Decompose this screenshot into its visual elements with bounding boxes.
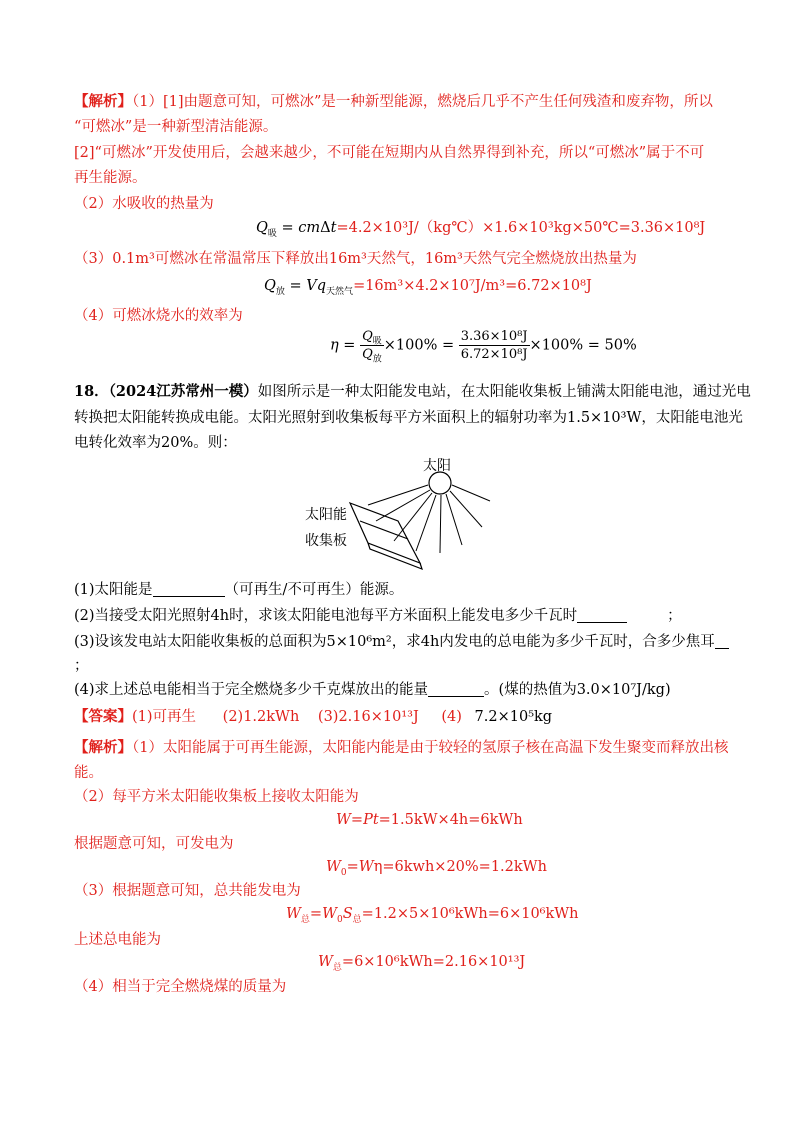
equation-total-electricity: $W_总=W_0S_总=1.2\times 5\times 10^6kWh=6\times 10^6kWh$ <box>286 906 579 925</box>
equation-energy: W=Pt=1.5kW×4h=6kWh <box>336 812 523 828</box>
analysis-line: （3）0.1m³可燃冰在常温常压下释放出16m³天然气，16m³天然气完全燃烧放出热量为 <box>74 251 637 267</box>
analysis-line: 【解析】（1）太阳能属于可再生能源，太阳能内能是由于较轻的氢原子核在高温下发生聚变而释放出核 <box>74 739 729 756</box>
analysis-line: 根据题意可知，可发电为 <box>74 836 234 852</box>
analysis-tag: 【解析】 <box>74 93 132 110</box>
question-part-3: (3)设该发电站太阳能收集板的总面积为5×10⁶m²，求4h内发电的总电能为多少千瓦时，合多少焦耳 <box>74 632 729 652</box>
analysis-line: “可燃冰”是一种新型清洁能源。 <box>74 119 278 135</box>
analysis-line: （2）水吸收的热量为 <box>74 196 214 212</box>
answer-blank[interactable] <box>428 682 484 697</box>
answer-line: 【答案】(1)可再生 (2)1.2kWh (3)2.16×10¹³J (4) 7.2×10⁵kg <box>74 708 553 725</box>
analysis-line: （2）每平方米太阳能收集板上接收太阳能为 <box>74 789 359 805</box>
question-part-3-cont: ； <box>74 658 89 674</box>
question-part-2: (2)当接受太阳光照射4h时，求该太阳能电池每平方米面积上能发电多少千瓦时 ； <box>74 608 682 624</box>
collector-panel <box>350 503 422 569</box>
analysis-line: 能。 <box>74 765 103 781</box>
answer-blank[interactable] <box>153 582 225 597</box>
analysis-line: （4）可燃冰烧水的效率为 <box>74 308 243 324</box>
figure-label-panel: 太阳能 <box>305 507 347 523</box>
analysis-line: （3）根据题意可知，总共能发电为 <box>74 883 301 899</box>
figure-label-panel: 收集板 <box>305 533 347 549</box>
analysis-line: 再生能源。 <box>74 170 147 186</box>
question-number: 18． <box>74 383 109 400</box>
question-line: 转换把太阳能转换成电能。太阳光照射到收集板每平方米面积上的辐射功率为1.5×10³W，太阳能电池光 <box>74 410 743 426</box>
analysis-tag: 【解析】 <box>74 739 132 756</box>
figure-label-sun: 太阳 <box>423 458 451 474</box>
analysis-line: 上述总电能为 <box>74 932 161 948</box>
analysis-line: （4）相当于完全燃烧煤的质量为 <box>74 979 287 995</box>
question-source: （2024江苏常州一模） <box>108 383 258 400</box>
analysis-line: 【解析】（1）[1]由题意可知，可燃冰”是一种新型能源，燃烧后几乎不产生任何残渣和废弃物，所以 <box>74 93 713 110</box>
answer-blank[interactable] <box>577 608 627 623</box>
question-line: 电转化效率为20%。则： <box>74 435 237 451</box>
analysis-line: [2]“可燃冰”开发使用后，会越来越少，不可能在短期内从自然界得到补充，所以“可燃冰”属于不可 <box>74 145 705 161</box>
equation-electricity: $W_0=W\eta=6kwh\times 20\%=1.2kWh$ <box>326 859 547 878</box>
equation-heat-absorbed: $Q_吸$ = cmΔt=4.2×10³J/（kg℃）×1.6×10³kg×50℃=3.36×10⁸J <box>256 220 706 239</box>
equation-total-energy: $W_总=6\times 10^6kWh=2.16\times 10^{13}J$ <box>318 954 526 973</box>
equation-efficiency: η = $\frac{Q_吸}{Q_放}$ ×100% = $\frac{\text{3.36×10⁸J}}{\text{6.72×10⁸J}}$ ×100% = 50% <box>330 329 637 365</box>
answer-tag: 【答案】 <box>74 708 132 725</box>
sun-rays <box>368 485 490 553</box>
question-line: 18．（2024江苏常州一模）如图所示是一种太阳能发电站，在太阳能收集板上铺满太阳能电池，通过光电 <box>74 383 751 400</box>
question-part-4: (4)求上述总电能相当于完全燃烧多少千克煤放出的能量 。(煤的热值为3.0×10⁷J/kg) <box>74 682 671 698</box>
question-part-1: (1)太阳能是 （可再生/不可再生）能源。 <box>74 582 404 598</box>
answer-blank[interactable] <box>715 634 729 649</box>
sun-icon <box>429 472 451 494</box>
equation-heat-released: $Q_放 = Vq_{天然气}=16m^3\times 4.2\times 10^7J/m^3=6.72\times 10^8J$ <box>264 278 592 297</box>
